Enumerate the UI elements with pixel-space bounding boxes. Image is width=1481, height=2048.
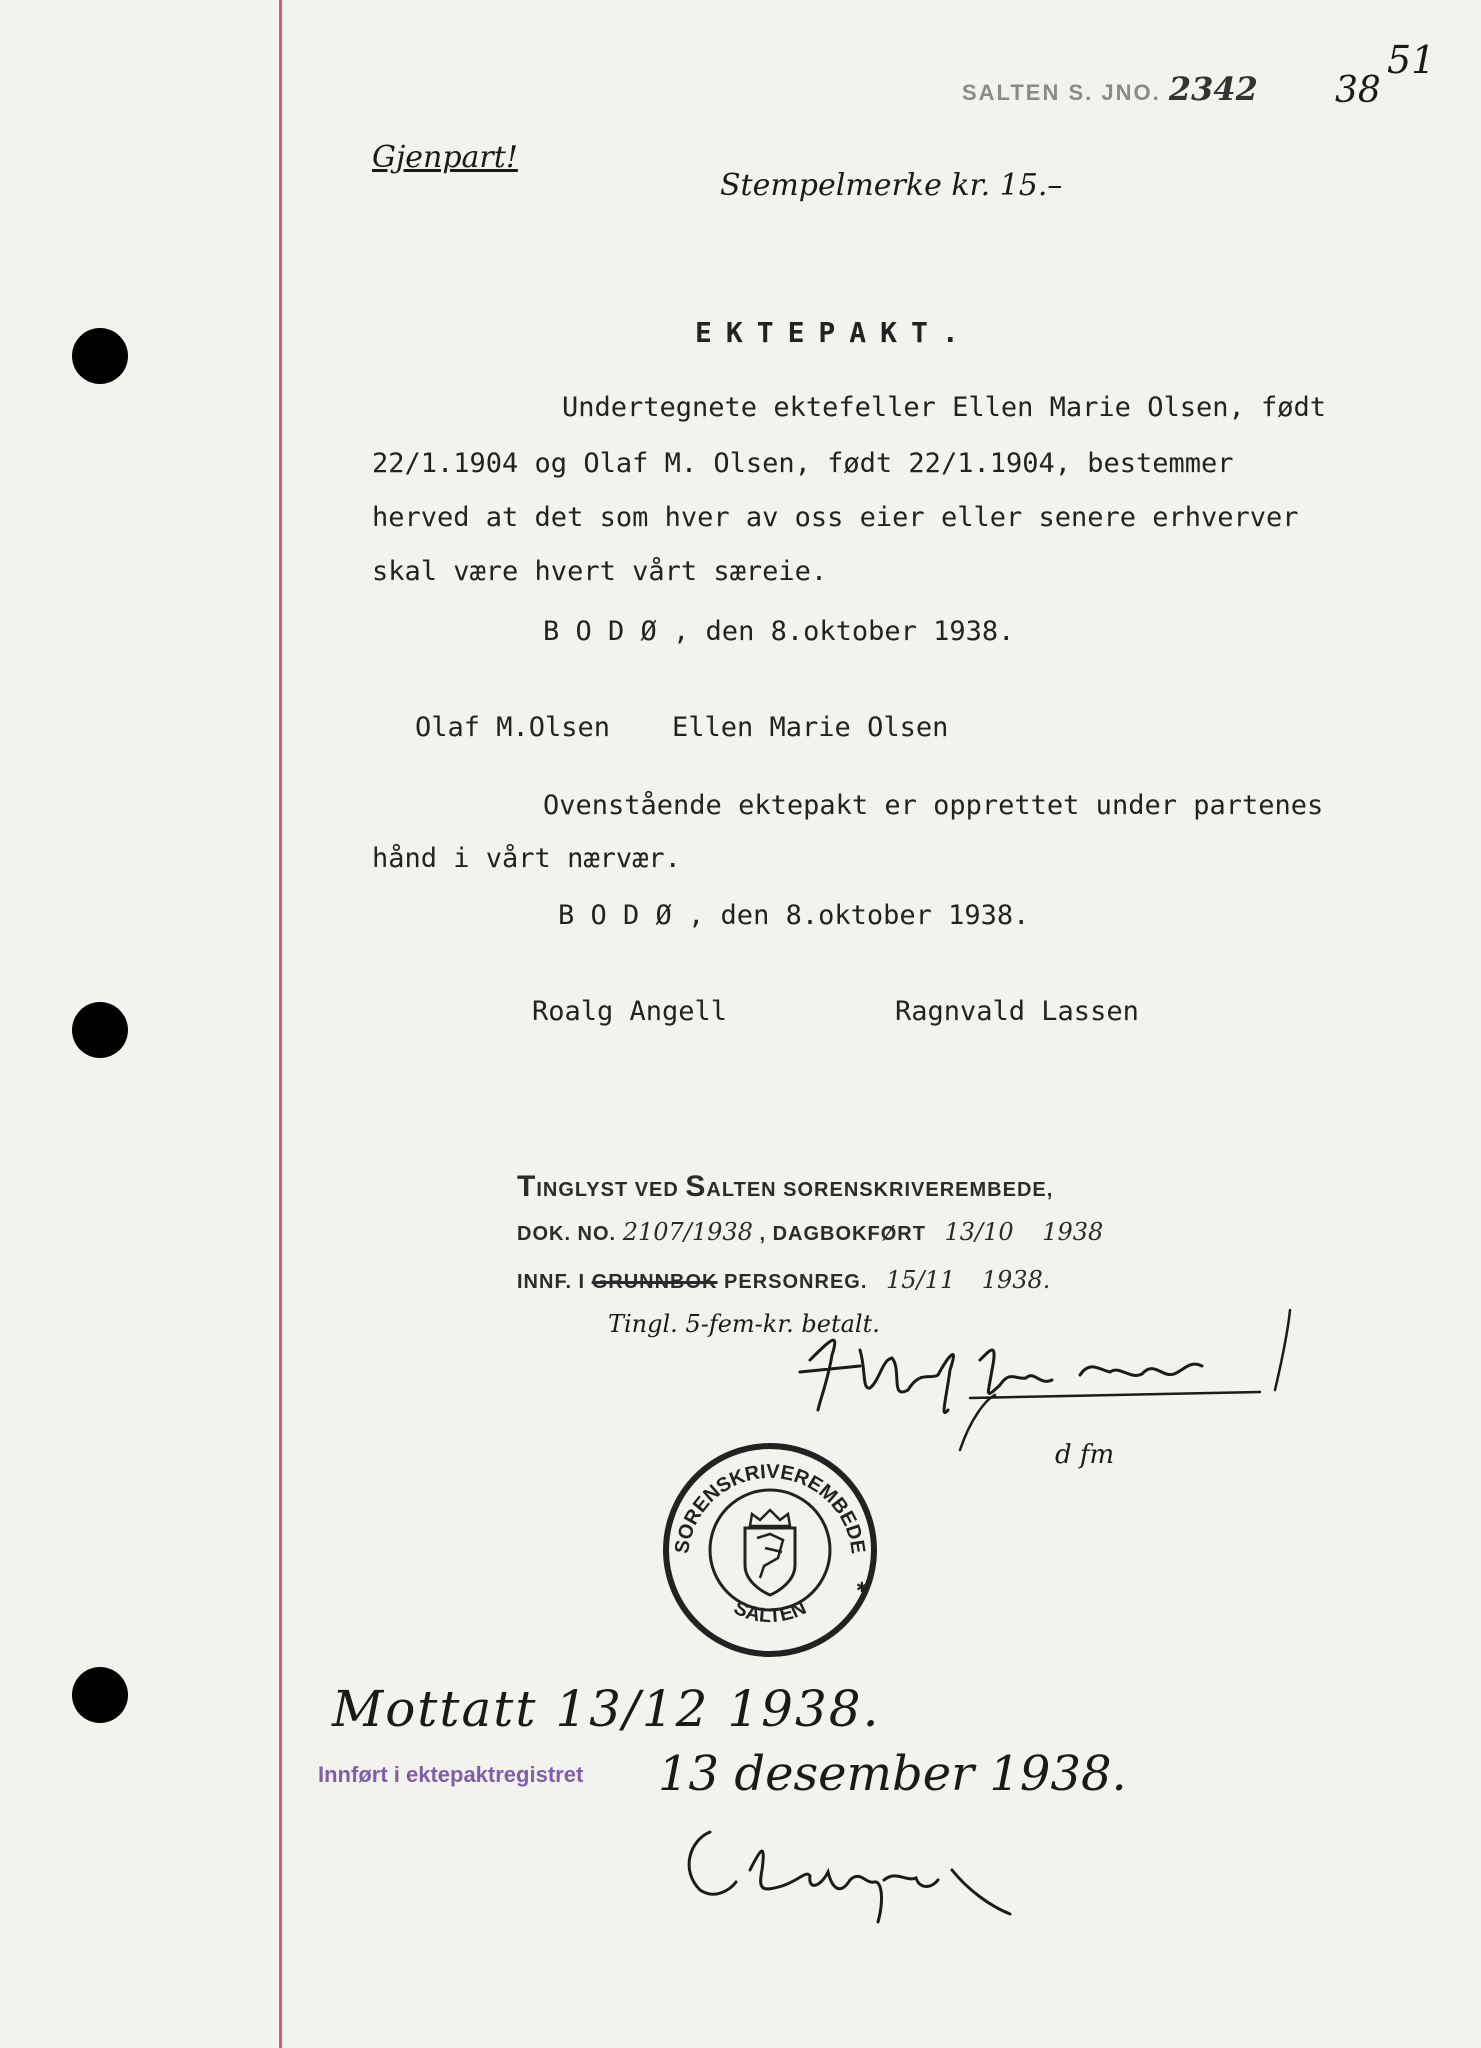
register-stamp: Innført i ektepaktregistret <box>318 1762 584 1787</box>
seal-text-bottom: SALTEN <box>730 1596 810 1628</box>
seal-star-icon: ✱ <box>856 1580 868 1596</box>
contract-line-1: Undertegnete ektefeller Ellen Marie Olsen, født <box>562 392 1327 423</box>
fee-note: Tingl. 5-fem-kr. betalt. <box>608 1310 880 1338</box>
innf-struck: GRUNNBOK <box>591 1271 718 1293</box>
official-signature <box>770 1300 1310 1460</box>
receiver-signature <box>670 1810 1030 1930</box>
registration-line-1 <box>517 1170 1053 1204</box>
signatory-husband: Olaf M.Olsen <box>415 712 611 743</box>
mottatt-note: Mottatt 13/12 1938. <box>332 1680 881 1738</box>
court-seal <box>660 1440 880 1660</box>
contract-place-date: B O D Ø , den 8.oktober 1938. <box>543 616 1015 647</box>
dagbok-value: 13/10 <box>944 1218 1014 1246</box>
register-date: 13 desember 1938. <box>658 1746 1127 1802</box>
witness-line-2: hånd i vårt nærvær. <box>372 843 681 874</box>
reg-cap-s: S <box>685 1170 707 1203</box>
journal-number: 2342 <box>1168 70 1258 108</box>
red-margin-line <box>279 0 282 2048</box>
dagbok-year: 1938 <box>1042 1218 1104 1246</box>
signatory-wife: Ellen Marie Olsen <box>672 712 949 743</box>
contract-line-2: 22/1.1904 og Olaf M. Olsen, født 22/1.1904, bestemmer <box>372 448 1234 479</box>
dagbok-label: , DAGBOKFØRT <box>759 1223 926 1245</box>
gjenpart-note: Gjenpart! <box>372 140 518 175</box>
lion-icon <box>757 1534 783 1578</box>
journal-year: 38 <box>1335 70 1381 111</box>
punch-hole-top <box>72 328 128 384</box>
journal-stamp <box>962 70 1258 108</box>
contract-line-3: herved at det som hver av oss eier eller senere erhverver <box>372 502 1299 533</box>
registration-line-3 <box>517 1266 1050 1294</box>
signature-suffix: d fm <box>1055 1440 1115 1470</box>
innf-year: 1938. <box>981 1266 1051 1294</box>
journal-stamp-label: SALTEN S. JNO. <box>962 80 1161 105</box>
dok-label: DOK. NO. <box>517 1223 617 1245</box>
reg-text-b: ALTEN SORENSKRIVEREMBEDE, <box>706 1179 1054 1201</box>
punch-hole-bottom <box>72 1667 128 1723</box>
innf-label: INNF. I <box>517 1271 586 1293</box>
witness-line-1: Ovenstående ektepakt er opprettet under partenes <box>543 790 1324 821</box>
folio-number: 51 <box>1387 38 1436 82</box>
witness-place-date: B O D Ø , den 8.oktober 1938. <box>558 900 1030 931</box>
contract-line-4: skal være hvert vårt særeie. <box>372 556 828 587</box>
punch-hole-middle <box>72 1002 128 1058</box>
innf-value: 15/11 <box>885 1266 956 1294</box>
reg-text-a: INGLYST VED <box>536 1179 686 1201</box>
innf-reg: PERSONREG. <box>724 1271 868 1293</box>
reg-cap-t: T <box>517 1170 537 1203</box>
witness-name-1: Roalg Angell <box>532 996 728 1027</box>
crown-icon <box>750 1510 790 1526</box>
dok-value: 2107/1938 <box>622 1218 753 1246</box>
document-title: EKTEPAKT. <box>695 316 973 349</box>
witness-name-2: Ragnvald Lassen <box>895 996 1139 1027</box>
seal-text-top: SORENSKRIVEREMBEDE <box>671 1460 869 1556</box>
stempelmerke-note: Stempelmerke kr. 15.– <box>720 168 1063 203</box>
registration-line-2 <box>517 1218 1103 1246</box>
